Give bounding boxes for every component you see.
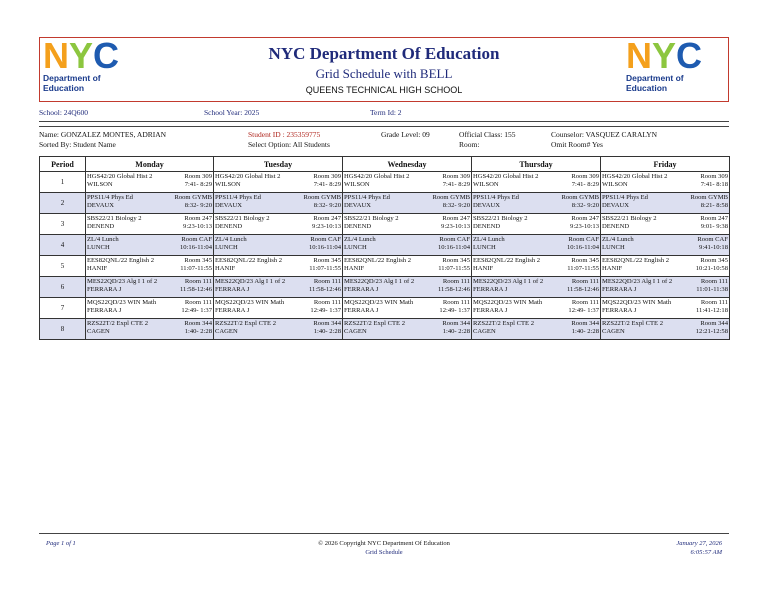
course-code: HGS42/20 Global Hist 2 [344, 173, 410, 180]
footer-center [234, 539, 534, 557]
class-time: 1:40- 2:28 [442, 328, 470, 335]
class-time: 9:41-10:18 [699, 244, 728, 251]
room-number: Room CAF [310, 236, 341, 243]
class-time: 1:40- 2:28 [571, 328, 599, 335]
schedule-row [40, 256, 730, 277]
col-header-thursday: Thursday [472, 157, 601, 172]
page-number: Page 1 of 1 [46, 540, 76, 547]
teacher-name: WILSON [344, 181, 370, 188]
class-time: 12:21-12:58 [695, 328, 728, 335]
period-number: 7 [40, 298, 86, 319]
room-number: Room 345 [700, 257, 728, 264]
class-time: 9:01- 9:38 [700, 223, 728, 230]
room-number: Room 309 [700, 173, 728, 180]
nyc-doe-logo-right [626, 35, 706, 99]
room-number: Room 344 [700, 320, 728, 327]
course-code: EES82QNL/22 English 2 [473, 257, 541, 264]
teacher-name: LUNCH [473, 244, 496, 251]
report-name: Grid Schedule [365, 549, 403, 556]
official-class: Official Class: 155 [459, 130, 516, 139]
schedule-cell [601, 319, 730, 340]
logo-text-line1: Department of [626, 73, 684, 83]
school-year: School Year: 2025 [204, 108, 260, 117]
course-code: EES82QNL/22 English 2 [87, 257, 155, 264]
schedule-row [40, 319, 730, 340]
class-time: 12:49- 1:37 [439, 307, 470, 314]
teacher-name: HANIF [215, 265, 236, 272]
class-time: 12:49- 1:37 [181, 307, 212, 314]
class-time: 8:32- 9:20 [571, 202, 599, 209]
course-code: MES22QD/23 Alg I 1 of 2 [602, 278, 673, 285]
copyright: © 2026 Copyright NYC Department Of Education [318, 540, 450, 547]
schedule-cell [86, 193, 214, 214]
select-option: Select Option: All Students [248, 140, 330, 149]
class-time: 10:16-11:04 [309, 244, 341, 251]
teacher-name: HANIF [344, 265, 365, 272]
class-time: 11:58-12:46 [309, 286, 341, 293]
schedule-cell [214, 235, 343, 256]
logo-letter-c: C [93, 35, 118, 76]
room-number: Room 309 [184, 173, 212, 180]
schedule-cell [601, 298, 730, 319]
schedule-cell [86, 235, 214, 256]
grade-level: Grade Level: 09 [381, 130, 430, 139]
room-number: Room 247 [571, 215, 599, 222]
period-number: 2 [40, 193, 86, 214]
schedule-cell [601, 235, 730, 256]
student-id: Student ID : 235359775 [248, 130, 321, 139]
schedule-cell [86, 214, 214, 235]
room-number: Room 111 [184, 299, 212, 306]
course-code: RZS22T/2 Expl CTE 2 [87, 320, 148, 327]
schedule-cell [472, 193, 601, 214]
room-number: Room 344 [442, 320, 470, 327]
teacher-name: DENEND [87, 223, 115, 230]
room-number: Room 247 [442, 215, 470, 222]
logo-letter-n: N [43, 35, 67, 76]
teacher-name: HANIF [473, 265, 494, 272]
schedule-row [40, 193, 730, 214]
school-code: School: 24Q600 [39, 108, 88, 117]
term-id: Term Id: 2 [370, 108, 402, 117]
teacher-name: CAGEN [215, 328, 238, 335]
schedule-cell [86, 319, 214, 340]
room-number: Room GYMB [561, 194, 599, 201]
period-number: 1 [40, 172, 86, 193]
teacher-name: WILSON [215, 181, 241, 188]
teacher-name: FERRARA J [602, 286, 637, 293]
schedule-cell [472, 298, 601, 319]
teacher-name: CAGEN [473, 328, 496, 335]
schedule-cell [86, 256, 214, 277]
schedule-cell [472, 277, 601, 298]
room-number: Room 111 [571, 299, 599, 306]
room-number: Room GYMB [690, 194, 728, 201]
school-info-row [39, 108, 729, 120]
room-number: Room GYMB [174, 194, 212, 201]
logo-text-line2: Education [43, 83, 85, 93]
room-number: Room 309 [442, 173, 470, 180]
schedule-cell [472, 235, 601, 256]
room-number: Room 111 [700, 299, 728, 306]
course-code: PPS11/4 Phys Ed [344, 194, 390, 201]
class-time: 11:07-11:55 [309, 265, 341, 272]
class-time: 8:21- 8:58 [700, 202, 728, 209]
room-number: Room 247 [700, 215, 728, 222]
teacher-name: DEVAUX [602, 202, 629, 209]
course-code: HGS42/20 Global Hist 2 [87, 173, 153, 180]
room-number: Room 247 [313, 215, 341, 222]
schedule-cell [343, 172, 472, 193]
schedule-cell [343, 277, 472, 298]
schedule-row [40, 298, 730, 319]
class-time: 8:32- 9:20 [442, 202, 470, 209]
class-time: 8:32- 9:20 [184, 202, 212, 209]
teacher-name: FERRARA J [473, 286, 508, 293]
teacher-name: DENEND [602, 223, 630, 230]
course-code: PPS11/4 Phys Ed [473, 194, 519, 201]
room-number: Room 111 [313, 299, 341, 306]
room-number: Room 344 [571, 320, 599, 327]
title-block [190, 44, 578, 97]
teacher-name: CAGEN [344, 328, 367, 335]
col-header-monday: Monday [86, 157, 214, 172]
logo-letter-y: Y [652, 35, 675, 76]
teacher-name: DENEND [344, 223, 372, 230]
report-time: 6:05:57 AM [690, 549, 722, 556]
schedule-cell [601, 172, 730, 193]
course-code: SBS22/21 Biology 2 [473, 215, 528, 222]
teacher-name: LUNCH [602, 244, 625, 251]
course-code: MES22QD/23 Alg I 1 of 2 [215, 278, 286, 285]
course-code: EES82QNL/22 English 2 [215, 257, 283, 264]
logo-text-line2: Education [626, 83, 668, 93]
schedule-grid [39, 156, 730, 340]
page-title: NYC Department Of Education [268, 44, 500, 63]
logo-letter-n: N [626, 35, 650, 76]
teacher-name: CAGEN [87, 328, 110, 335]
class-time: 7:41- 8:29 [571, 181, 599, 188]
student-name: Name: GONZALEZ MONTES, ADRIAN [39, 130, 167, 139]
teacher-name: DEVAUX [344, 202, 371, 209]
schedule-cell [86, 172, 214, 193]
schedule-cell [472, 319, 601, 340]
room-number: Room 111 [442, 299, 470, 306]
teacher-name: FERRARA J [87, 307, 122, 314]
teacher-name: FERRARA J [344, 307, 379, 314]
course-code: MQS22QD/23 WIN Math [473, 299, 543, 306]
class-time: 7:41- 8:29 [442, 181, 470, 188]
class-time: 1:40- 2:28 [313, 328, 341, 335]
logo-letter-c: C [676, 35, 701, 76]
class-time: 10:16-11:04 [180, 244, 212, 251]
course-code: ZL/4 Lunch [473, 236, 505, 243]
footer-datetime [676, 539, 722, 557]
course-code: MES22QD/23 Alg I 1 of 2 [344, 278, 415, 285]
schedule-row [40, 277, 730, 298]
course-code: EES82QNL/22 English 2 [602, 257, 670, 264]
schedule-cell [214, 277, 343, 298]
room-number: Room 345 [442, 257, 470, 264]
nyc-doe-logo [43, 35, 123, 99]
course-code: MQS22QD/23 WIN Math [602, 299, 672, 306]
class-time: 11:07-11:55 [438, 265, 470, 272]
period-number: 3 [40, 214, 86, 235]
room-number: Room 111 [184, 278, 212, 285]
period-number: 4 [40, 235, 86, 256]
sorted-by: Sorted By: Student Name [39, 140, 116, 149]
room-number: Room 345 [313, 257, 341, 264]
period-number: 5 [40, 256, 86, 277]
room-number: Room 344 [313, 320, 341, 327]
class-time: 11:58-12:46 [567, 286, 599, 293]
schedule-cell [343, 319, 472, 340]
schedule-cell [601, 193, 730, 214]
class-time: 7:41- 8:29 [184, 181, 212, 188]
course-code: ZL/4 Lunch [344, 236, 376, 243]
class-time: 12:49- 1:37 [310, 307, 341, 314]
grid-header-row [40, 157, 730, 172]
class-time: 10:16-11:04 [567, 244, 599, 251]
teacher-name: HANIF [87, 265, 108, 272]
class-time: 10:21-10:58 [695, 265, 728, 272]
course-code: RZS22T/2 Expl CTE 2 [344, 320, 405, 327]
class-time: 9:23-10:13 [312, 223, 341, 230]
teacher-name: DEVAUX [215, 202, 242, 209]
teacher-name: DENEND [473, 223, 501, 230]
schedule-cell [86, 298, 214, 319]
teacher-name: WILSON [602, 181, 628, 188]
course-code: ZL/4 Lunch [215, 236, 247, 243]
class-time: 11:41-12:18 [696, 307, 728, 314]
schedule-cell [214, 172, 343, 193]
class-time: 12:49- 1:37 [568, 307, 599, 314]
schedule-cell [343, 298, 472, 319]
room-number: Room CAF [439, 236, 470, 243]
class-time: 8:32- 9:20 [313, 202, 341, 209]
class-time: 11:58-12:46 [438, 286, 470, 293]
class-time: 11:58-12:46 [180, 286, 212, 293]
course-code: ZL/4 Lunch [602, 236, 634, 243]
teacher-name: WILSON [87, 181, 113, 188]
schedule-cell [86, 277, 214, 298]
divider [39, 126, 729, 127]
course-code: MES22QD/23 Alg I 1 of 2 [87, 278, 158, 285]
logo-letter-y: Y [69, 35, 92, 76]
student-info [39, 130, 729, 150]
teacher-name: FERRARA J [215, 286, 250, 293]
course-code: PPS11/4 Phys Ed [602, 194, 648, 201]
teacher-name: CAGEN [602, 328, 625, 335]
teacher-name: LUNCH [215, 244, 238, 251]
schedule-cell [601, 256, 730, 277]
teacher-name: LUNCH [344, 244, 367, 251]
footer-divider [39, 533, 729, 534]
course-code: PPS11/4 Phys Ed [87, 194, 133, 201]
course-code: SBS22/21 Biology 2 [87, 215, 142, 222]
schedule-row [40, 214, 730, 235]
schedule-cell [214, 214, 343, 235]
teacher-name: LUNCH [87, 244, 110, 251]
room-number: Room GYMB [303, 194, 341, 201]
class-time: 7:41- 8:18 [700, 181, 728, 188]
course-code: MQS22QD/23 WIN Math [215, 299, 285, 306]
teacher-name: DEVAUX [87, 202, 114, 209]
schedule-cell [601, 214, 730, 235]
omit-room: Omit Room# Yes [551, 140, 603, 149]
course-code: HGS42/20 Global Hist 2 [473, 173, 539, 180]
schedule-cell [343, 193, 472, 214]
logo-text-line1: Department of [43, 73, 101, 83]
counselor: Counselor: VASQUEZ CARALYN [551, 130, 658, 139]
teacher-name: FERRARA J [87, 286, 122, 293]
room-number: Room CAF [697, 236, 728, 243]
teacher-name: DENEND [215, 223, 243, 230]
class-time: 1:40- 2:28 [184, 328, 212, 335]
course-code: HGS42/20 Global Hist 2 [215, 173, 281, 180]
room-number: Room 111 [313, 278, 341, 285]
room-number: Room 345 [184, 257, 212, 264]
room-number: Room GYMB [432, 194, 470, 201]
class-time: 11:07-11:55 [180, 265, 212, 272]
schedule-cell [472, 256, 601, 277]
schedule-cell [214, 193, 343, 214]
report-header [39, 37, 729, 102]
schedule-cell [214, 319, 343, 340]
room-number: Room 111 [442, 278, 470, 285]
teacher-name: WILSON [473, 181, 499, 188]
report-subtitle: Grid Schedule with BELL [315, 66, 453, 81]
col-header-friday: Friday [601, 157, 730, 172]
school-name: QUEENS TECHNICAL HIGH SCHOOL [305, 85, 463, 95]
course-code: SBS22/21 Biology 2 [215, 215, 270, 222]
schedule-cell [343, 235, 472, 256]
class-time: 9:23-10:13 [183, 223, 212, 230]
schedule-cell [601, 277, 730, 298]
report-date: January 27, 2026 [676, 540, 722, 547]
course-code: SBS22/21 Biology 2 [602, 215, 657, 222]
schedule-cell [472, 214, 601, 235]
class-time: 11:01-11:38 [696, 286, 728, 293]
schedule-cell [472, 172, 601, 193]
teacher-name: FERRARA J [602, 307, 637, 314]
course-code: SBS22/21 Biology 2 [344, 215, 399, 222]
class-time: 9:23-10:13 [570, 223, 599, 230]
class-time: 9:23-10:13 [441, 223, 470, 230]
teacher-name: FERRARA J [215, 307, 250, 314]
room-number: Room 344 [184, 320, 212, 327]
col-header-wednesday: Wednesday [343, 157, 472, 172]
teacher-name: FERRARA J [473, 307, 508, 314]
col-header-tuesday: Tuesday [214, 157, 343, 172]
schedule-cell [343, 214, 472, 235]
course-code: EES82QNL/22 English 2 [344, 257, 412, 264]
room-number: Room 247 [184, 215, 212, 222]
course-code: ZL/4 Lunch [87, 236, 119, 243]
class-time: 11:07-11:55 [567, 265, 599, 272]
room-number: Room 309 [571, 173, 599, 180]
teacher-name: FERRARA J [344, 286, 379, 293]
room-number: Room 345 [571, 257, 599, 264]
room-number: Room 111 [571, 278, 599, 285]
course-code: RZS22T/2 Expl CTE 2 [215, 320, 276, 327]
schedule-cell [343, 256, 472, 277]
course-code: MES22QD/23 Alg I 1 of 2 [473, 278, 544, 285]
class-time: 7:41- 8:29 [313, 181, 341, 188]
course-code: RZS22T/2 Expl CTE 2 [602, 320, 663, 327]
room-number: Room 309 [313, 173, 341, 180]
period-number: 6 [40, 277, 86, 298]
schedule-row [40, 235, 730, 256]
course-code: RZS22T/2 Expl CTE 2 [473, 320, 534, 327]
room-number: Room CAF [181, 236, 212, 243]
teacher-name: DEVAUX [473, 202, 500, 209]
room-label: Room: [459, 140, 480, 149]
course-code: HGS42/20 Global Hist 2 [602, 173, 668, 180]
room-number: Room 111 [700, 278, 728, 285]
divider [39, 121, 729, 122]
course-code: MQS22QD/23 WIN Math [87, 299, 157, 306]
teacher-name: HANIF [602, 265, 623, 272]
schedule-row [40, 172, 730, 193]
course-code: PPS11/4 Phys Ed [215, 194, 261, 201]
col-header-period: Period [40, 157, 86, 172]
period-number: 8 [40, 319, 86, 340]
schedule-cell [214, 256, 343, 277]
schedule-cell [214, 298, 343, 319]
course-code: MQS22QD/23 WIN Math [344, 299, 414, 306]
class-time: 10:16-11:04 [438, 244, 470, 251]
room-number: Room CAF [568, 236, 599, 243]
